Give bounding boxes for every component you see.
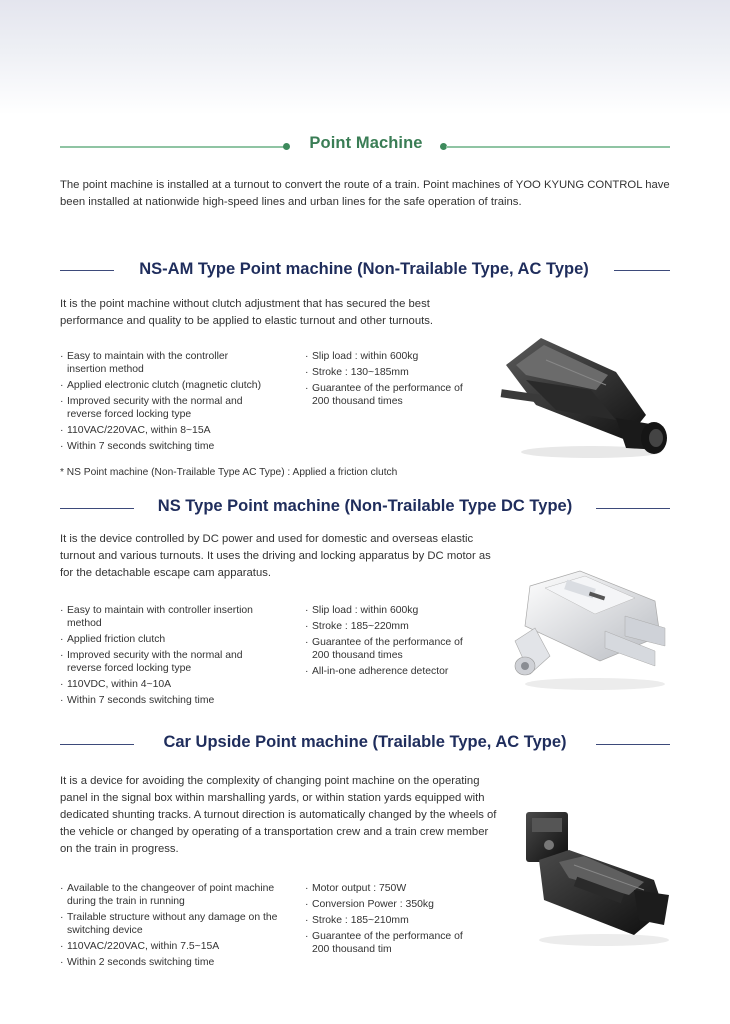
header-gradient-band [0, 0, 730, 115]
list-item: · Guarantee of the performance of 200 thousand times [305, 636, 480, 662]
feature-list-left-car-upside [60, 882, 290, 972]
list-item: · Stroke : 130~185mm [305, 366, 480, 379]
list-item: · Within 2 seconds switching time [60, 956, 290, 969]
list-item: · Guarantee of the performance of 200 thousand times [305, 382, 480, 408]
intro-paragraph: The point machine is installed at a turnout to convert the route of a train. Point machines of YOO KYUNG CONTROL have been installed at nationwide high-speed lines and urban lines for the safe operation of trains. [60, 179, 670, 208]
ns-dc-point-machine-image [505, 566, 675, 696]
list-item: · Improved security with the normal and reverse forced locking type [60, 395, 270, 421]
title-dot-left [283, 143, 290, 150]
list-item: · Within 7 seconds switching time [60, 440, 270, 453]
feature-list-left-ns-am [60, 350, 270, 456]
section-footnote: * NS Point machine (Non-Trailable Type AC Type) : Applied a friction clutch [60, 467, 398, 478]
feature-list-right-ns-dc [305, 604, 480, 681]
ns-am-point-machine-image [496, 330, 676, 465]
section-description-ns-am: It is the point machine without clutch adjustment that has secured the best performance and quality to be applied to elastic turnout and other turnouts. [60, 298, 434, 327]
section-rule-right [596, 508, 670, 509]
list-item: · Within 7 seconds switching time [60, 694, 270, 707]
section-rule-right [614, 270, 670, 271]
list-item: · 110VDC, within 4~10A [60, 678, 270, 691]
list-item: · Applied electronic clutch (magnetic clutch) [60, 379, 270, 392]
list-item: · Slip load : within 600kg [305, 350, 480, 363]
list-item: · All-in-one adherence detector [305, 665, 480, 678]
title-rule-left [60, 146, 286, 148]
list-item: · 110VAC/220VAC, within 7.5~15A [60, 940, 290, 953]
page-title: Point Machine [309, 134, 423, 152]
section-rule-right [596, 744, 670, 745]
section-title-ns-dc: NS Type Point machine (Non-Trailable Type DC Type) [157, 497, 573, 515]
list-item: · Slip load : within 600kg [305, 604, 480, 617]
section-description-ns-dc: It is the device controlled by DC power and used for domestic and overseas elastic turnout and various turnouts. It uses the driving and locking apparatus by DC motor as for the detachable escape cam apparatus. [60, 533, 491, 579]
section-title-ns-am: NS-AM Type Point machine (Non-Trailable Type, AC Type) [139, 260, 589, 278]
section-description-car-upside: It is a device for avoiding the complexity of changing point machine on the operating panel in the signal box within marshalling yards, or within station yards equipped with dedicated shunting tracks. A turnout direction is automatically changed by the wheels of the vehicle or changed by operating of a transportation crew and a train crew member on the train in progress. [60, 775, 497, 855]
feature-list-left-ns-dc [60, 604, 270, 710]
list-item: · Stroke : 185~220mm [305, 620, 480, 633]
section-title-car-upside: Car Upside Point machine (Trailable Type, AC Type) [163, 733, 567, 751]
list-item: · Applied friction clutch [60, 633, 270, 646]
list-item: · Easy to maintain with the controller insertion method [60, 350, 270, 376]
section-rule-left [60, 508, 134, 509]
list-item: · Guarantee of the performance of 200 thousand tim [305, 930, 480, 956]
title-rule-right [446, 146, 670, 148]
section-rule-left [60, 744, 134, 745]
feature-list-right-car-upside [305, 882, 480, 959]
list-item: · Available to the changeover of point machine during the train in running [60, 882, 290, 908]
feature-list-right-ns-am [305, 350, 480, 411]
list-item: · Easy to maintain with controller insertion method [60, 604, 270, 630]
car-upside-point-machine-image [514, 800, 674, 950]
list-item: · 110VAC/220VAC, within 8~15A [60, 424, 270, 437]
list-item: · Stroke : 185~210mm [305, 914, 480, 927]
list-item: · Improved security with the normal and reverse forced locking type [60, 649, 270, 675]
list-item: · Conversion Power : 350kg [305, 898, 480, 911]
section-rule-left [60, 270, 114, 271]
list-item: · Motor output : 750W [305, 882, 480, 895]
list-item: · Trailable structure without any damage on the switching device [60, 911, 290, 937]
